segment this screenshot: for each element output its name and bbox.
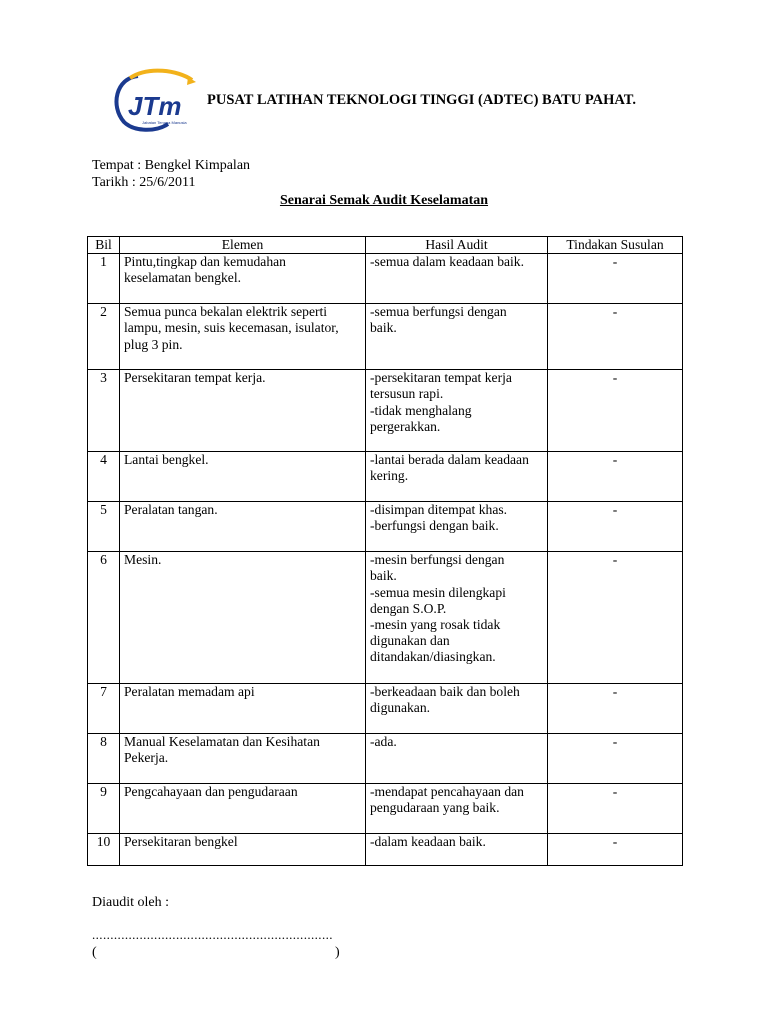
- cell-elemen: [120, 684, 366, 734]
- cell-elemen: [120, 452, 366, 502]
- cell-elemen: [120, 254, 366, 304]
- elemen-line: Pengcahayaan dan pengudaraan: [124, 784, 298, 800]
- hasil-line: -semua dalam keadaan baik.: [370, 254, 524, 270]
- cell-bil: 7: [88, 684, 120, 734]
- elemen-line: Lantai bengkel.: [124, 452, 209, 468]
- hasil-line: baik.: [370, 568, 397, 584]
- audit-table: [87, 236, 683, 866]
- cell-hasil-audit: [366, 684, 548, 734]
- table-row: [88, 304, 683, 370]
- svg-text:Jabatan Tenaga Manusia: Jabatan Tenaga Manusia: [142, 120, 187, 125]
- cell-elemen: [120, 304, 366, 370]
- hasil-line: pergerakkan.: [370, 418, 441, 434]
- table-row: [88, 452, 683, 502]
- document-title: Senarai Semak Audit Keselamatan: [279, 193, 489, 208]
- cell-bil: 3: [88, 370, 120, 452]
- cell-tindakan-susulan: -: [548, 552, 683, 684]
- hasil-line: -semua mesin dilengkapi: [370, 584, 506, 600]
- cell-elemen: [120, 370, 366, 452]
- hasil-line: -tidak menghalang: [370, 402, 472, 418]
- table-row: [88, 254, 683, 304]
- cell-bil: 1: [88, 254, 120, 304]
- cell-bil: 9: [88, 784, 120, 834]
- hasil-line: digunakan dan: [370, 633, 450, 649]
- hasil-line: -disimpan ditempat khas.: [370, 502, 508, 518]
- hasil-line: -berkeadaan baik dan boleh: [370, 684, 520, 700]
- cell-elemen: [120, 834, 366, 866]
- jtm-logo: [108, 68, 200, 134]
- hasil-line: tersusun rapi.: [370, 386, 444, 402]
- elemen-line: Mesin.: [124, 552, 162, 568]
- elemen-line: Pintu,tingkap dan kemudahan: [124, 254, 286, 270]
- hasil-line: -persekitaran tempat kerja: [370, 370, 512, 386]
- cell-tindakan-susulan: -: [548, 734, 683, 784]
- hasil-line: -mendapat pencahayaan dan: [370, 784, 524, 800]
- hasil-line: -mesin yang rosak tidak: [370, 617, 501, 633]
- cell-tindakan-susulan: -: [548, 684, 683, 734]
- audited-by-label: Diaudit oleh :: [92, 895, 169, 910]
- cell-bil: 6: [88, 552, 120, 684]
- elemen-line: Pekerja.: [124, 750, 169, 766]
- cell-hasil-audit: [366, 834, 548, 866]
- cell-bil: 2: [88, 304, 120, 370]
- hasil-line: baik.: [370, 320, 397, 336]
- table-row: [88, 552, 683, 684]
- cell-tindakan-susulan: -: [548, 304, 683, 370]
- cell-elemen: [120, 552, 366, 684]
- hasil-line: pengudaraan yang baik.: [370, 800, 500, 816]
- hasil-line: -semua berfungsi dengan: [370, 304, 507, 320]
- cell-hasil-audit: [366, 452, 548, 502]
- cell-tindakan-susulan: -: [548, 834, 683, 866]
- svg-text:JTm: JTm: [128, 91, 182, 121]
- table-row: [88, 684, 683, 734]
- table-row: [88, 834, 683, 866]
- header-elemen: Elemen: [120, 237, 366, 254]
- table-row: [88, 734, 683, 784]
- elemen-line: keselamatan bengkel.: [124, 270, 242, 286]
- cell-hasil-audit: [366, 304, 548, 370]
- elemen-line: lampu, mesin, suis kecemasan, isulator,: [124, 320, 339, 336]
- cell-hasil-audit: [366, 552, 548, 684]
- cell-bil: 5: [88, 502, 120, 552]
- signature-name-close-paren: ): [335, 945, 340, 960]
- table-row: [88, 784, 683, 834]
- hasil-line: -berfungsi dengan baik.: [370, 518, 499, 534]
- table-header-row: [88, 237, 683, 254]
- cell-bil: 8: [88, 734, 120, 784]
- elemen-line: Peralatan tangan.: [124, 502, 218, 518]
- hasil-line: -mesin berfungsi dengan: [370, 552, 505, 568]
- cell-hasil-audit: [366, 784, 548, 834]
- cell-bil: 4: [88, 452, 120, 502]
- hasil-line: digunakan.: [370, 700, 431, 716]
- cell-hasil-audit: [366, 370, 548, 452]
- cell-elemen: [120, 734, 366, 784]
- hasil-line: kering.: [370, 468, 409, 484]
- hasil-line: dengan S.O.P.: [370, 600, 447, 616]
- elemen-line: Peralatan memadam api: [124, 684, 255, 700]
- hasil-line: -ada.: [370, 734, 397, 750]
- elemen-line: Persekitaran bengkel: [124, 834, 238, 850]
- elemen-line: Persekitaran tempat kerja.: [124, 370, 266, 386]
- signature-line: ..................................................................: [92, 927, 333, 942]
- place-line: Tempat : Bengkel Kimpalan: [92, 158, 251, 173]
- organization-title: PUSAT LATIHAN TEKNOLOGI TINGGI (ADTEC) BATU PAHAT.: [207, 92, 637, 108]
- hasil-line: -dalam keadaan baik.: [370, 834, 486, 850]
- cell-bil: 10: [88, 834, 120, 866]
- cell-elemen: [120, 784, 366, 834]
- cell-hasil-audit: [366, 254, 548, 304]
- header-hasil-audit: Hasil Audit: [366, 237, 548, 254]
- cell-tindakan-susulan: -: [548, 254, 683, 304]
- signature-name-open-paren: (: [92, 945, 97, 960]
- hasil-line: ditandakan/diasingkan.: [370, 649, 496, 665]
- cell-tindakan-susulan: -: [548, 784, 683, 834]
- hasil-line: -lantai berada dalam keadaan: [370, 452, 529, 468]
- table-row: [88, 370, 683, 452]
- table-row: [88, 502, 683, 552]
- header-bil: Bil: [88, 237, 120, 254]
- cell-tindakan-susulan: -: [548, 452, 683, 502]
- cell-tindakan-susulan: -: [548, 370, 683, 452]
- cell-hasil-audit: [366, 734, 548, 784]
- cell-elemen: [120, 502, 366, 552]
- date-line: Tarikh : 25/6/2011: [92, 175, 196, 190]
- elemen-line: Semua punca bekalan elektrik seperti: [124, 304, 328, 320]
- cell-tindakan-susulan: -: [548, 502, 683, 552]
- header-tindakan-susulan: Tindakan Susulan: [548, 237, 683, 254]
- elemen-line: plug 3 pin.: [124, 336, 183, 352]
- cell-hasil-audit: [366, 502, 548, 552]
- elemen-line: Manual Keselamatan dan Kesihatan: [124, 734, 320, 750]
